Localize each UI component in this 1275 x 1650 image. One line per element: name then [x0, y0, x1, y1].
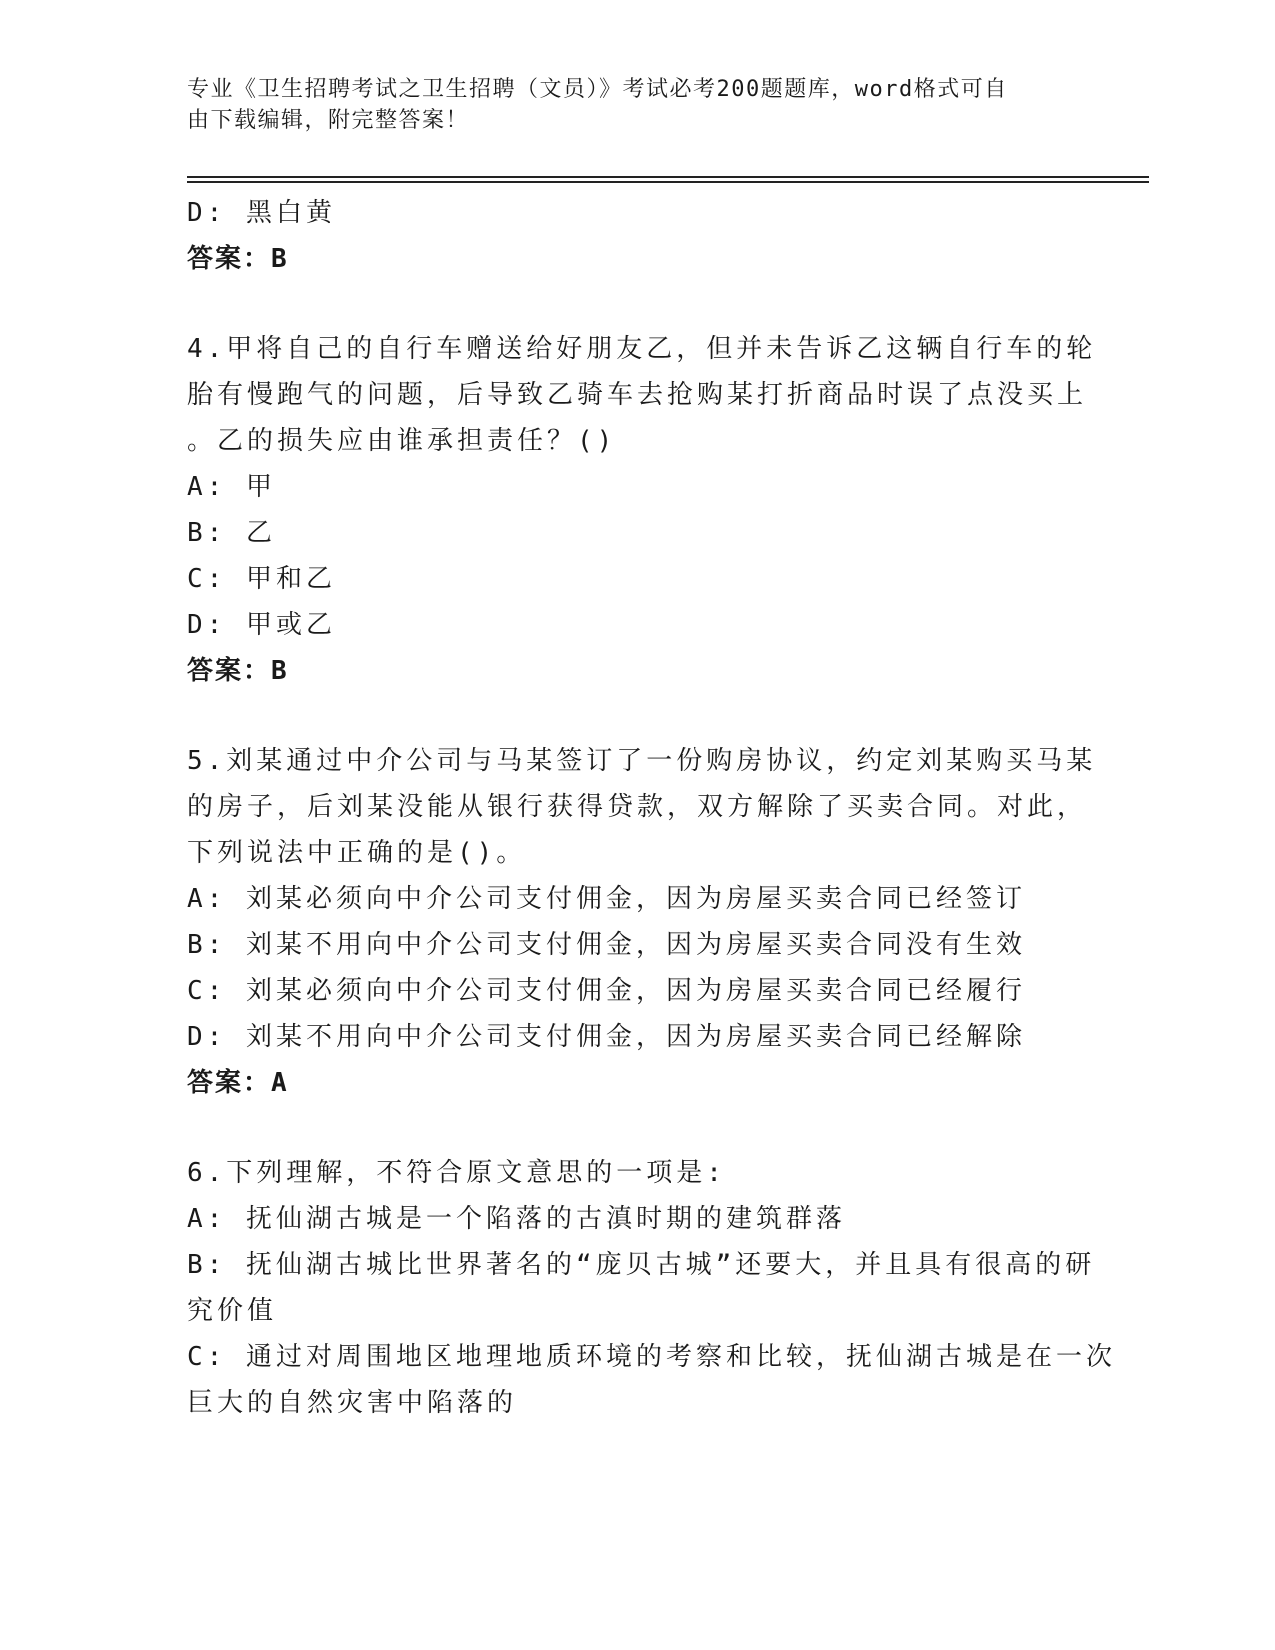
- option-b: B: 乙: [187, 518, 276, 548]
- question-content: [187, 190, 1116, 1426]
- option-b: B: 刘某不用向中介公司支付佣金，因为房屋买卖合同没有生效: [187, 930, 1026, 960]
- question-6: [187, 1150, 1116, 1426]
- question-stem-line: 的房子，后刘某没能从银行获得贷款，双方解除了买卖合同。对此，: [187, 792, 1088, 822]
- option-a: A: 抚仙湖古城是一个陷落的古滇时期的建筑群落: [187, 1204, 846, 1234]
- option-d: D: 刘某不用向中介公司支付佣金，因为房屋买卖合同已经解除: [187, 1022, 1026, 1052]
- header-line-2: 由下载编辑，附完整答案！: [187, 108, 470, 133]
- option-a: A: 甲: [187, 472, 276, 502]
- spacer: [187, 1106, 1087, 1150]
- spacer: [187, 282, 1087, 326]
- question-stem-line: 5.刘某通过中介公司与马某签订了一份购房协议，约定刘某购买马某: [187, 746, 1097, 776]
- option-c: C: 刘某必须向中介公司支付佣金，因为房屋买卖合同已经履行: [187, 976, 1026, 1006]
- spacer: [187, 694, 1087, 738]
- question-4: [187, 326, 1097, 694]
- option-b: B: 抚仙湖古城比世界著名的“庞贝古城”还要大，并且具有很高的研: [187, 1250, 1096, 1280]
- header-line-1: 专业《卫生招聘考试之卫生招聘（文员）》考试必考200题题库，word格式可自: [187, 77, 1008, 102]
- page-header: [187, 74, 1067, 136]
- answer-label: 答案：B: [187, 244, 289, 274]
- option-a: A: 刘某必须向中介公司支付佣金，因为房屋买卖合同已经签订: [187, 884, 1026, 914]
- option-c: C: 甲和乙: [187, 564, 336, 594]
- option-c: C: 通过对周围地区地理地质环境的考察和比较，抚仙湖古城是在一次: [187, 1342, 1116, 1372]
- option-d: D: 甲或乙: [187, 610, 336, 640]
- question-stem-line: 6.下列理解，不符合原文意思的一项是:: [187, 1158, 726, 1188]
- answer-label: 答案：B: [187, 656, 289, 686]
- question-5: [187, 738, 1097, 1106]
- option-b-continued: 究价值: [187, 1296, 278, 1326]
- question-stem-line: 4.甲将自己的自行车赠送给好朋友乙，但并未告诉乙这辆自行车的轮: [187, 334, 1097, 364]
- header-rule-bottom: [187, 181, 1149, 183]
- answer-label: 答案：A: [187, 1068, 289, 1098]
- header-rule-top: [187, 176, 1149, 178]
- question-stem-line: 。乙的损失应由谁承担责任？(): [187, 426, 617, 456]
- question-stem-line: 下列说法中正确的是()。: [187, 838, 527, 868]
- option-c-continued: 巨大的自然灾害中陷落的: [187, 1388, 518, 1418]
- question-stem-line: 胎有慢跑气的问题，后导致乙骑车去抢购某打折商品时误了点没买上: [187, 380, 1088, 410]
- option-d: D: 黑白黄: [187, 198, 336, 228]
